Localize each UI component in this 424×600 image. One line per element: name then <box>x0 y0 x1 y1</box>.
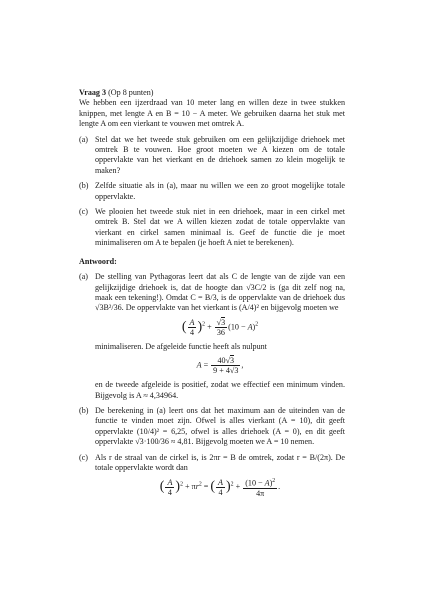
equation-area-sum: ( $\frac{A}{4}$ )$^2$ + $\frac{√3}{36}$ $(10 - A)^2$ <box>181 317 259 337</box>
answer-heading: Antwoord: <box>79 256 117 266</box>
question-part-c <box>79 207 345 249</box>
part-label: (c) <box>79 207 88 217</box>
question-points: (Op 8 punten) <box>108 88 154 97</box>
equation-root: A = $\frac{40√3}{9 + 4√3}$ , <box>196 356 244 376</box>
part-text: Stel dat we het tweede stuk gebruiken om een gelijkzijdige driehoek met omtrek B te vouwen. Hoe groot moeten we A kiezen om de totale oppervlakte van het vierkant en de driehoek samen zo klein mogelijk te maken? <box>95 134 345 175</box>
document-page <box>79 88 345 503</box>
answer-part-b <box>79 406 345 448</box>
question-part-a <box>79 135 345 177</box>
answer-text: Als r de straal van de cirkel is, is 2πr = B de omtrek, zodat r = B/(2π). De totale oppervlakte wordt dan <box>95 452 345 472</box>
part-label: (b) <box>79 405 89 415</box>
part-text: Zelfde situatie als in (a), maar nu willen we een zo groot mogelijke totale oppervlakte. <box>95 181 345 201</box>
equation-circle-area: ( $\frac{A}{4}$ )$^2 + \pi r^2$ = ( $\frac{A}{4}$ )$^2$ + $\frac{(10 - A)^2}{4\pi}$ . <box>159 478 281 499</box>
part-text: We plooien het tweede stuk niet in een driehoek, maar in een cirkel met omtrek B. Stel dat we A willen kiezen zodat de totale oppervlakte van vierkant en cirkel samen minimaal is. Geef de functie die je moet minimaliseren om A te bepalen (je hoeft A niet te berekenen). <box>95 207 345 248</box>
question-heading: Vraag 3 <box>79 88 107 97</box>
answer-text: en de tweede afgeleide is positief, zodat we effectief een minimum vinden. Bijgevolg is A ≈ 4,34964. <box>95 380 345 400</box>
question-part-b <box>79 181 345 202</box>
answer-text: De berekening in (a) leert ons dat het maximum aan de uiteinden van de functie te vinden moet zijn. Ofwel is alles vierkant (A = 10), dit geeft oppervlakte (10/4)² = 6,25, ofwel is alles driehoek (A = 0), en dit geeft oppervlakte √3·100/36 ≈ 4,81. Bijgevolg moeten we A = 10 nemen. <box>95 405 345 447</box>
part-label: (b) <box>79 181 89 191</box>
answer-part-a <box>79 272 345 401</box>
part-label: (a) <box>79 134 88 144</box>
answer-text: De stelling van Pythagoras leert dat als C de lengte van de zijde van een gelijkzijdige driehoek is, dat de hoogte dan √3C/2 is (ga dit zelf nog na, maak een tekening!). Omdat C = B/3, is de oppervlakte van de driehoek dus √3B²/36. De oppervlakte van het vierkant is (A/4)² en bijgevolg moeten we <box>95 272 345 313</box>
question-header <box>79 88 345 98</box>
part-label: (c) <box>79 452 88 462</box>
answer-text: minimaliseren. De afgeleide functie heeft als nulpunt <box>95 341 267 351</box>
answer-part-c <box>79 453 345 499</box>
question-intro: We hebben een ijzerdraad van 10 meter lang en willen deze in twee stukken knippen, met lengte A en B = 10 − A meter. We gebruiken daarna het stuk met lengte A om een vierkant te vouwen met omtrek A. <box>79 98 345 129</box>
part-label: (a) <box>79 272 88 282</box>
